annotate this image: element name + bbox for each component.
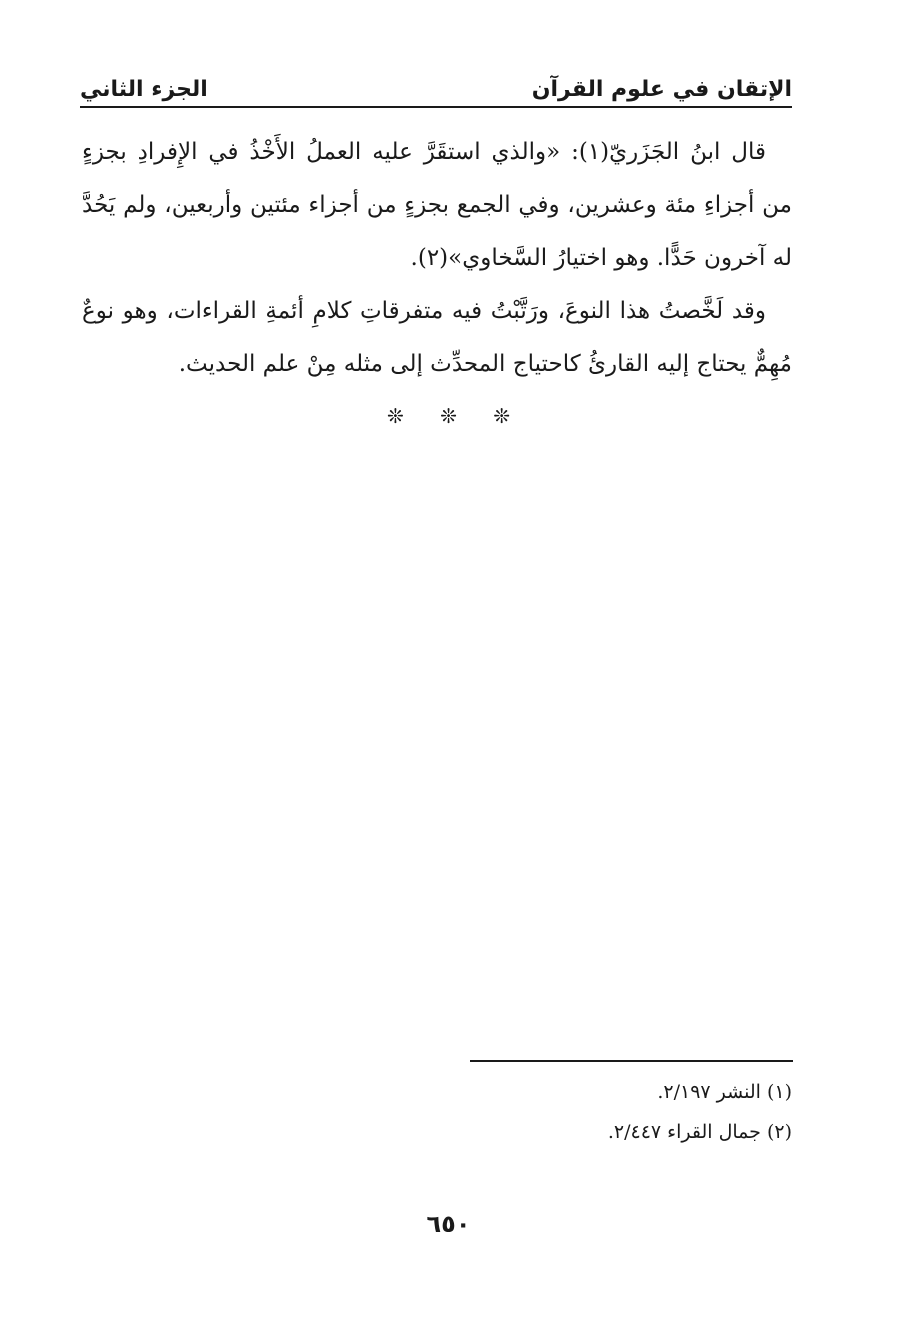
page-number: ٦٥٠ xyxy=(426,1210,471,1238)
footnote-divider xyxy=(470,1060,793,1062)
main-text xyxy=(82,126,792,391)
footnote: (٢) جمال القراء ٢/٤٤٧. xyxy=(607,1121,792,1143)
running-header xyxy=(80,58,792,108)
book-title: الإتقان في علوم القرآن xyxy=(531,76,792,102)
paragraph: قال ابنُ الجَزَريّ(١): «والذي استقَرَّ عليه العملُ الأَخْذُ في الإِفرادِ بجزءٍ من أجزاءِ مئة وعشرين، وفي الجمع بجزءٍ من أجزاء مئتين وأربعين، ولم يَحُدَّ له آخرون حَدًّا. وهو اختيارُ السَّخاوي»(٢). xyxy=(82,139,792,271)
section-separator: ❊ ❊ ❊ xyxy=(387,404,510,428)
footnotes xyxy=(392,1072,792,1152)
paragraph: وقد لَخَّصتُ هذا النوعَ، ورَتَّبْتُ فيه متفرقاتِ كلامِ أئمةِ القراءات، وهو نوعٌ مُهِمٌّ يحتاج إليه القارئُ كاحتياج المحدِّث إلى مثله مِنْ علم الحديث. xyxy=(82,298,792,377)
volume-label: الجزء الثاني xyxy=(80,76,208,102)
footnote: (١) النشر ٢/١٩٧. xyxy=(657,1081,792,1103)
